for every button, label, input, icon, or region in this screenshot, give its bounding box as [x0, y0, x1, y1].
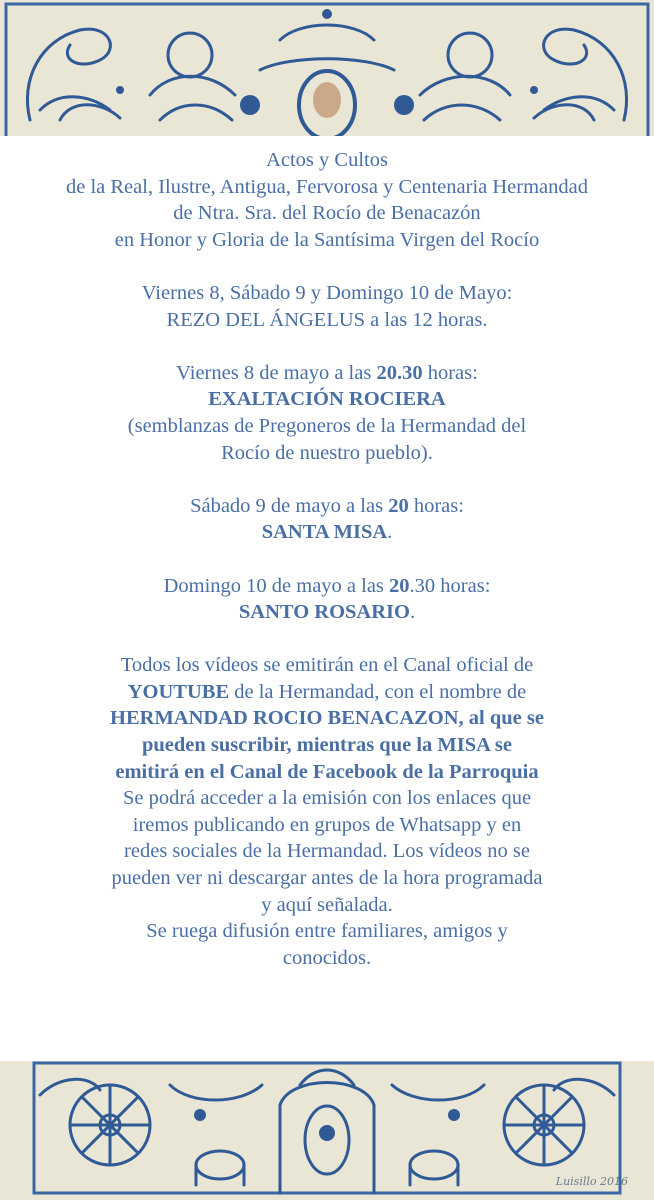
- notice-line-2: [0, 679, 654, 706]
- notice-line-11: Se ruega difusión entre familiares, amigos y: [146, 920, 508, 943]
- exaltacion-when: [0, 360, 654, 387]
- exaltacion-when-prefix: Viernes 8 de mayo a las: [176, 361, 377, 384]
- misa-event-line: [0, 519, 654, 546]
- title-line-3: de Ntra. Sra. del Rocío de Benacazón: [173, 202, 481, 225]
- notice-line-7: iremos publicando en grupos de Whatsapp y en: [132, 813, 522, 836]
- exaltacion-note-line-2: Rocío de nuestro pueblo).: [221, 441, 433, 464]
- rosario-when-prefix: Domingo 10 de mayo a las: [163, 574, 390, 597]
- notice-line-10: y aquí señalada.: [261, 893, 393, 916]
- rosario-event: SANTO ROSARIO: [238, 601, 410, 624]
- rosario-event-line: [0, 599, 654, 626]
- misa-when: [0, 493, 654, 520]
- misa-when-suffix: horas:: [408, 494, 464, 517]
- misa-event: SANTA MISA: [261, 521, 388, 544]
- notice-line-6: Se podrá acceder a la emisión con los enlaces que: [122, 787, 532, 810]
- notice-line-1: Todos los vídeos se emitirán en el Canal oficial de: [120, 654, 534, 677]
- exaltacion-event: EXALTACIÓN ROCIERA: [208, 388, 446, 411]
- misa-time: 20: [388, 494, 409, 517]
- exaltacion-when-suffix: horas:: [422, 361, 478, 384]
- top-tile-artwork: [0, 0, 654, 143]
- misa-when-prefix: Sábado 9 de mayo a las: [190, 494, 389, 517]
- youtube-label: YOUTUBE: [127, 680, 230, 703]
- artist-signature: Luisillo 2016: [555, 1175, 628, 1188]
- rosario-when-suffix: horas:: [435, 574, 491, 597]
- title-line-4: en Honor y Gloria de la Santísima Virgen del Rocío: [114, 228, 540, 251]
- notice-line-9: pueden ver ni descargar antes de la hora programada: [111, 867, 543, 890]
- rosario-time-rest: .30: [409, 574, 436, 597]
- notice-line-5: emitirá en el Canal de Facebook de la Parroquia: [115, 760, 539, 783]
- title-line-1: Actos y Cultos: [266, 149, 388, 171]
- notice-line-12: conocidos.: [282, 946, 372, 969]
- exaltacion-time: 20.30: [376, 361, 423, 384]
- exaltacion-note-line-1: (semblanzas de Pregoneros de la Hermandad del: [127, 414, 527, 437]
- angelus-event: REZO DEL ÁNGELUS a las 12 horas.: [166, 308, 488, 331]
- notice-line-8: redes sociales de la Hermandad. Los vídeos no se: [124, 840, 530, 863]
- notice-line-4: pueden suscribir, mientras que la MISA se: [142, 734, 512, 757]
- notice-line-3: HERMANDAD ROCIO BENACAZON, al que se: [110, 707, 544, 730]
- top-decorative-tile: [0, 0, 654, 143]
- rosario-when: [0, 573, 654, 600]
- bottom-decorative-tile: [0, 1055, 654, 1200]
- rosario-time-bold: 20: [389, 574, 410, 597]
- title-line-2: de la Real, Ilustre, Antigua, Fervorosa y Centenaria Hermandad: [65, 175, 588, 198]
- notice-line-2-rest: de la Hermandad, con el nombre de: [229, 680, 527, 703]
- announcement-content: [0, 143, 654, 1055]
- angelus-dates: Viernes 8, Sábado 9 y Domingo 10 de Mayo:: [141, 281, 513, 304]
- misa-event-suffix: .: [387, 521, 393, 544]
- rosario-event-suffix: .: [409, 601, 416, 624]
